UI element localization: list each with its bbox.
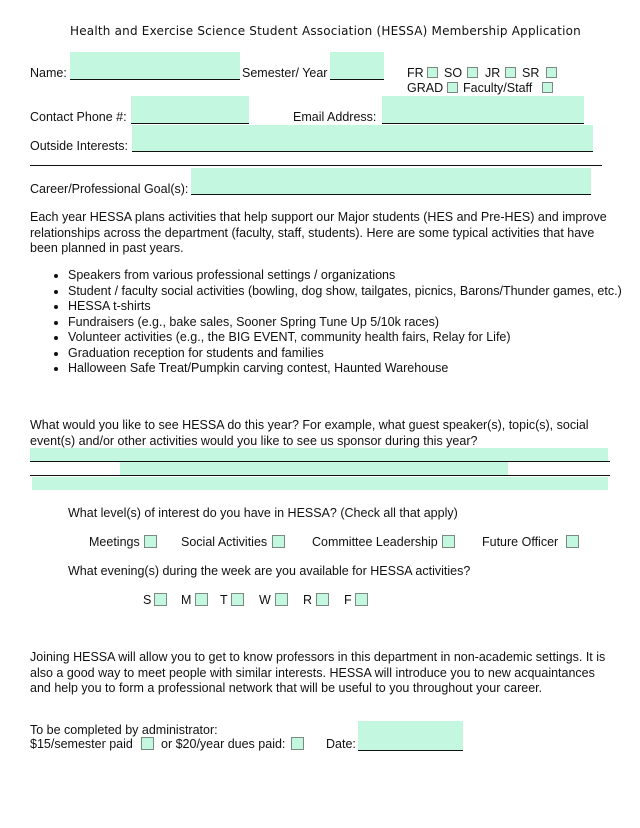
day-label-m: M (181, 593, 192, 607)
interest-option-social: Social Activities (181, 535, 268, 549)
semester-underline (330, 79, 384, 80)
class-option-sr: SR (522, 66, 540, 80)
email-label: Email Address: (293, 110, 377, 124)
name-underline (70, 79, 240, 80)
class-option-fr: FR (407, 66, 424, 80)
date-label: Date: (326, 737, 356, 751)
interest-option-committee: Committee Leadership (312, 535, 438, 549)
date-field[interactable] (358, 721, 463, 750)
phone-label: Contact Phone #: (30, 110, 127, 124)
interests-field[interactable] (132, 125, 593, 152)
day-label-r: R (303, 593, 313, 607)
intro-paragraph: Each year HESSA plans activities that help support our Major students (HES and Pre-HES) and improve relationships across the department (faculty, staff, students). Here are some typical activities that have been planned in past years. (30, 210, 607, 255)
faculty-checkbox[interactable] (542, 82, 553, 93)
phone-underline (131, 123, 249, 124)
interests-extra-line (30, 165, 602, 166)
year-paid-checkbox[interactable] (291, 737, 304, 750)
list-item: • HESSA t-shirts (68, 299, 640, 315)
page-title: Health and Exercise Science Student Association (HESSA) Membership Application (70, 24, 581, 38)
day-m-checkbox[interactable] (195, 593, 208, 606)
day-r-checkbox[interactable] (316, 593, 329, 606)
grad-checkbox[interactable] (447, 82, 458, 93)
phone-field[interactable] (131, 96, 249, 123)
day-s-checkbox[interactable] (154, 593, 167, 606)
fr-checkbox[interactable] (427, 67, 438, 78)
interests-label: Outside Interests: (30, 139, 128, 153)
list-item: • Halloween Safe Treat/Pumpkin carving contest, Haunted Warehouse (68, 361, 640, 377)
admin-label: To be completed by administrator: (30, 723, 218, 737)
class-option-jr: JR (485, 66, 501, 80)
semester-year-field[interactable] (330, 52, 384, 80)
social-activities-checkbox[interactable] (272, 535, 285, 548)
suggestion-underline-2 (30, 475, 610, 476)
date-underline (358, 750, 463, 751)
meetings-checkbox[interactable] (144, 535, 157, 548)
year-paid-label: or $20/year dues paid: (161, 737, 286, 751)
interest-option-officer: Future Officer (482, 535, 559, 549)
career-underline (191, 194, 591, 195)
career-field[interactable] (191, 168, 591, 195)
activities-list (30, 268, 640, 377)
suggestion-field-1[interactable] (30, 448, 608, 462)
semester-paid-label: $15/semester paid (30, 737, 133, 751)
class-option-grad: GRAD (407, 81, 444, 95)
interest-option-meetings: Meetings (89, 535, 140, 549)
list-item: • Volunteer activities (e.g., the BIG EVENT, community health fairs, Relay for Life) (68, 330, 640, 346)
list-item: • Graduation reception for students and families (68, 346, 640, 362)
interest-question: What level(s) of interest do you have in HESSA? (Check all that apply) (68, 506, 458, 520)
name-label: Name: (30, 66, 67, 80)
suggestion-field-2[interactable] (120, 462, 508, 476)
semester-label: Semester/ Year (242, 66, 328, 80)
career-label: Career/Professional Goal(s): (30, 182, 189, 196)
email-underline (382, 123, 584, 124)
day-label-s: S (143, 593, 152, 607)
day-label-f: F (344, 593, 352, 607)
future-officer-checkbox[interactable] (566, 535, 579, 548)
list-item: • Speakers from various professional settings / organizations (68, 268, 640, 284)
class-option-so: SO (444, 66, 463, 80)
sr-checkbox[interactable] (546, 67, 557, 78)
name-field[interactable] (70, 52, 240, 80)
class-option-faculty: Faculty/Staff (463, 81, 533, 95)
closing-paragraph: Joining HESSA will allow you to get to know professors in this department in non-academic settings. It is also a good way to meet people with similar interests. HESSA will introduce you to new acquaintances and help you to form a professional network that will be useful to you throughout your career. (30, 650, 606, 695)
day-label-w: W (259, 593, 271, 607)
email-field[interactable] (382, 96, 584, 123)
evening-question: What evening(s) during the week are you available for HESSA activities? (68, 564, 471, 578)
suggestion-question: What would you like to see HESSA do this year? For example, what guest speaker(s), topic(s), social event(s) and/or other activities would you like to see us sponsor during this year? (30, 418, 589, 448)
day-f-checkbox[interactable] (355, 593, 368, 606)
day-w-checkbox[interactable] (275, 593, 288, 606)
list-item: • Student / faculty social activities (bowling, dog show, tailgates, picnics, Barons/Thunder games, etc.) (68, 284, 640, 300)
committee-leadership-checkbox[interactable] (442, 535, 455, 548)
suggestion-field-3[interactable] (32, 477, 608, 490)
day-t-checkbox[interactable] (231, 593, 244, 606)
list-item: • Fundraisers (e.g., bake sales, Sooner Spring Tune Up 5/10k races) (68, 315, 640, 331)
day-label-t: T (220, 593, 228, 607)
so-checkbox[interactable] (467, 67, 478, 78)
interests-underline (132, 151, 593, 152)
jr-checkbox[interactable] (505, 67, 516, 78)
semester-paid-checkbox[interactable] (141, 737, 154, 750)
